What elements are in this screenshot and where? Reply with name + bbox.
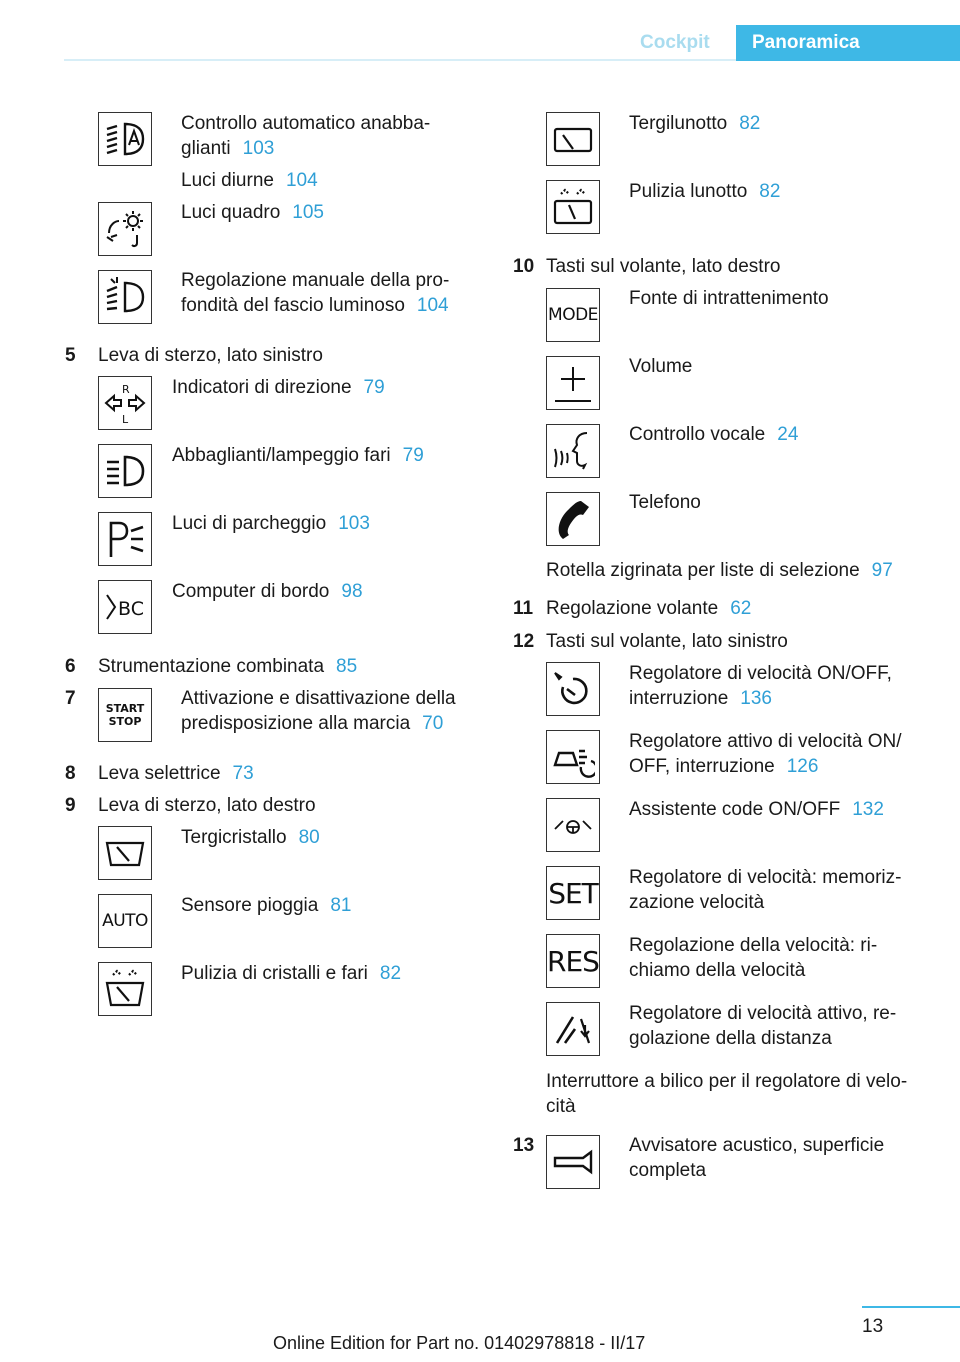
rain-sensor-icon bbox=[98, 894, 152, 948]
item-onboard-computer: Computer di bordo 98 bbox=[172, 581, 363, 602]
item-instrument-cluster: Strumentazione combinata 85 bbox=[98, 656, 358, 677]
horn-icon bbox=[546, 1135, 600, 1189]
item-thumbwheel: Rotella zigrinata per liste di selezione 97 bbox=[546, 560, 893, 581]
page-ref[interactable]: 80 bbox=[298, 827, 320, 848]
rear-wiper-icon bbox=[546, 112, 600, 166]
page-ref[interactable]: 24 bbox=[777, 424, 799, 445]
page-ref[interactable]: 82 bbox=[759, 181, 781, 202]
subsection-label: Panoramica bbox=[752, 32, 860, 53]
footer-rule bbox=[862, 1306, 960, 1308]
page-ref[interactable]: 79 bbox=[363, 377, 385, 398]
page-ref[interactable]: 81 bbox=[330, 895, 352, 916]
beam-range-icon bbox=[98, 270, 152, 324]
onboard-computer-glyph: BC bbox=[118, 598, 144, 620]
page-ref[interactable]: 82 bbox=[379, 963, 402, 984]
start-stop-icon bbox=[98, 688, 152, 742]
item-high-beam: Abbaglianti/lampeggio fari 79 bbox=[172, 445, 424, 466]
item-steering-adjust: Regolazione volante 62 bbox=[546, 598, 752, 619]
item-phone: Telefono bbox=[629, 492, 701, 513]
item-headlight-range: Regolazione manuale della pro- fondità del fascio luminoso 104 bbox=[181, 270, 450, 316]
item-daytime-lights: Luci diurne 104 bbox=[181, 170, 318, 191]
section-number: 7 bbox=[65, 688, 76, 709]
item-voice-control: Controllo vocale 24 bbox=[629, 424, 799, 445]
page-ref[interactable]: 103 bbox=[338, 513, 370, 534]
item-rear-wash: Pulizia lunotto 82 bbox=[629, 181, 781, 202]
section-title: Tasti sul volante, lato sinistro bbox=[546, 631, 788, 652]
rain-sensor-glyph: AUTO bbox=[102, 911, 148, 931]
distance-icon bbox=[546, 1002, 600, 1056]
page-ref[interactable]: 104 bbox=[285, 170, 318, 191]
item-traffic-jam-assist: Assistente code ON/OFF 132 bbox=[629, 799, 884, 820]
cruise-control-icon bbox=[546, 662, 600, 716]
set-glyph: SET bbox=[548, 876, 598, 910]
section-number: 12 bbox=[513, 631, 535, 652]
item-turn-signals: Indicatori di direzione 79 bbox=[172, 377, 385, 398]
page-ref[interactable]: 105 bbox=[292, 202, 324, 223]
section-title: Leva di sterzo, lato sinistro bbox=[98, 345, 323, 366]
item-cruise-set: Regolatore di velocità: memoriz- zazione velocità bbox=[629, 867, 902, 913]
subsection-tab[interactable] bbox=[736, 25, 960, 61]
item-active-cruise: Regolatore attivo di velocità ON/ OFF, interruzione 126 bbox=[629, 731, 902, 777]
voice-control-icon bbox=[546, 424, 600, 478]
page-ref[interactable]: 73 bbox=[232, 763, 254, 784]
section-number: 13 bbox=[513, 1135, 535, 1156]
section-title: Tasti sul volante, lato destro bbox=[546, 256, 781, 277]
item-instrument-lights: Luci quadro 105 bbox=[181, 202, 324, 223]
res-icon bbox=[546, 934, 600, 988]
mode-icon bbox=[546, 288, 600, 342]
item-parking-lights: Luci di parcheggio 103 bbox=[172, 513, 370, 534]
item-cruise-onoff: Regolatore di velocità ON/OFF, interruzione 136 bbox=[629, 663, 892, 709]
item-rocker-switch: Interruttore a bilico per il regolatore di velo- cità bbox=[546, 1071, 908, 1117]
parking-lights-icon bbox=[98, 202, 152, 256]
item-rain-sensor: Sensore pioggia 81 bbox=[181, 895, 352, 916]
item-selector-lever: Leva selettrice 73 bbox=[98, 763, 254, 784]
rear-wash-icon bbox=[546, 180, 600, 234]
turn-signal-icon bbox=[98, 376, 152, 430]
park-light-icon bbox=[98, 512, 152, 566]
page-ref[interactable]: 70 bbox=[422, 713, 444, 734]
item-distance-control: Regolatore di velocità attivo, re- golazione della distanza bbox=[629, 1003, 897, 1049]
section-number: 9 bbox=[65, 795, 76, 816]
high-beam-icon bbox=[98, 444, 152, 498]
item-horn: Avvisatore acustico, superficie completa bbox=[629, 1135, 885, 1181]
start-glyph: START bbox=[105, 702, 145, 715]
wiper-icon bbox=[98, 826, 152, 880]
item-volume: Volume bbox=[629, 356, 693, 377]
wash-icon bbox=[98, 962, 152, 1016]
traffic-jam-icon bbox=[546, 798, 600, 852]
section-number: 5 bbox=[65, 345, 76, 366]
section-number: 8 bbox=[65, 763, 76, 784]
page-ref[interactable]: 126 bbox=[786, 756, 819, 777]
page-ref[interactable]: 132 bbox=[852, 799, 884, 820]
turn-signal-l-glyph: L bbox=[122, 413, 129, 425]
item-cruise-resume: Regolazione della velocità: ri- chiamo della velocità bbox=[629, 935, 878, 981]
page-ref[interactable]: 104 bbox=[416, 295, 449, 316]
item-rear-wiper: Tergilunotto 82 bbox=[629, 113, 761, 134]
turn-signal-r-glyph: R bbox=[122, 383, 130, 396]
page-ref[interactable]: 136 bbox=[740, 688, 772, 709]
edition-note: Online Edition for Part no. 01402978818 - II/17 bbox=[273, 1333, 646, 1353]
auto-high-beam-icon bbox=[98, 112, 152, 166]
section-title: Leva di sterzo, lato destro bbox=[98, 795, 316, 816]
section-number: 11 bbox=[513, 598, 534, 619]
section-number: 10 bbox=[513, 256, 535, 277]
mode-glyph: MODE bbox=[548, 305, 598, 325]
section-tab[interactable]: Cockpit bbox=[640, 32, 710, 53]
page-ref[interactable]: 62 bbox=[730, 598, 752, 619]
volume-plus-icon bbox=[546, 356, 600, 410]
page-number: 13 bbox=[862, 1316, 884, 1337]
item-wipers: Tergicristallo 80 bbox=[181, 827, 320, 848]
page-ref[interactable]: 98 bbox=[341, 581, 363, 602]
item-entertainment-source: Fonte di intrattenimento bbox=[629, 288, 829, 309]
item-window-wash: Pulizia di cristalli e fari 82 bbox=[181, 963, 402, 984]
page-ref[interactable]: 79 bbox=[402, 445, 424, 466]
page-ref[interactable]: 82 bbox=[739, 113, 761, 134]
page-ref[interactable]: 97 bbox=[871, 560, 893, 581]
item-drive-ready: Attivazione e disattivazione della predisposizione alla marcia 70 bbox=[181, 688, 456, 734]
item-auto-high-beam: Controllo automatico anabba- glianti 103 bbox=[181, 113, 431, 159]
page-ref[interactable]: 103 bbox=[242, 138, 275, 159]
stop-glyph: STOP bbox=[108, 715, 142, 728]
active-cruise-icon bbox=[546, 730, 600, 784]
res-glyph: RES bbox=[547, 944, 599, 978]
page-ref[interactable]: 85 bbox=[336, 656, 358, 677]
section-number: 6 bbox=[65, 656, 76, 677]
phone-icon bbox=[546, 492, 600, 546]
set-icon bbox=[546, 866, 600, 920]
onboard-computer-icon bbox=[98, 580, 152, 634]
